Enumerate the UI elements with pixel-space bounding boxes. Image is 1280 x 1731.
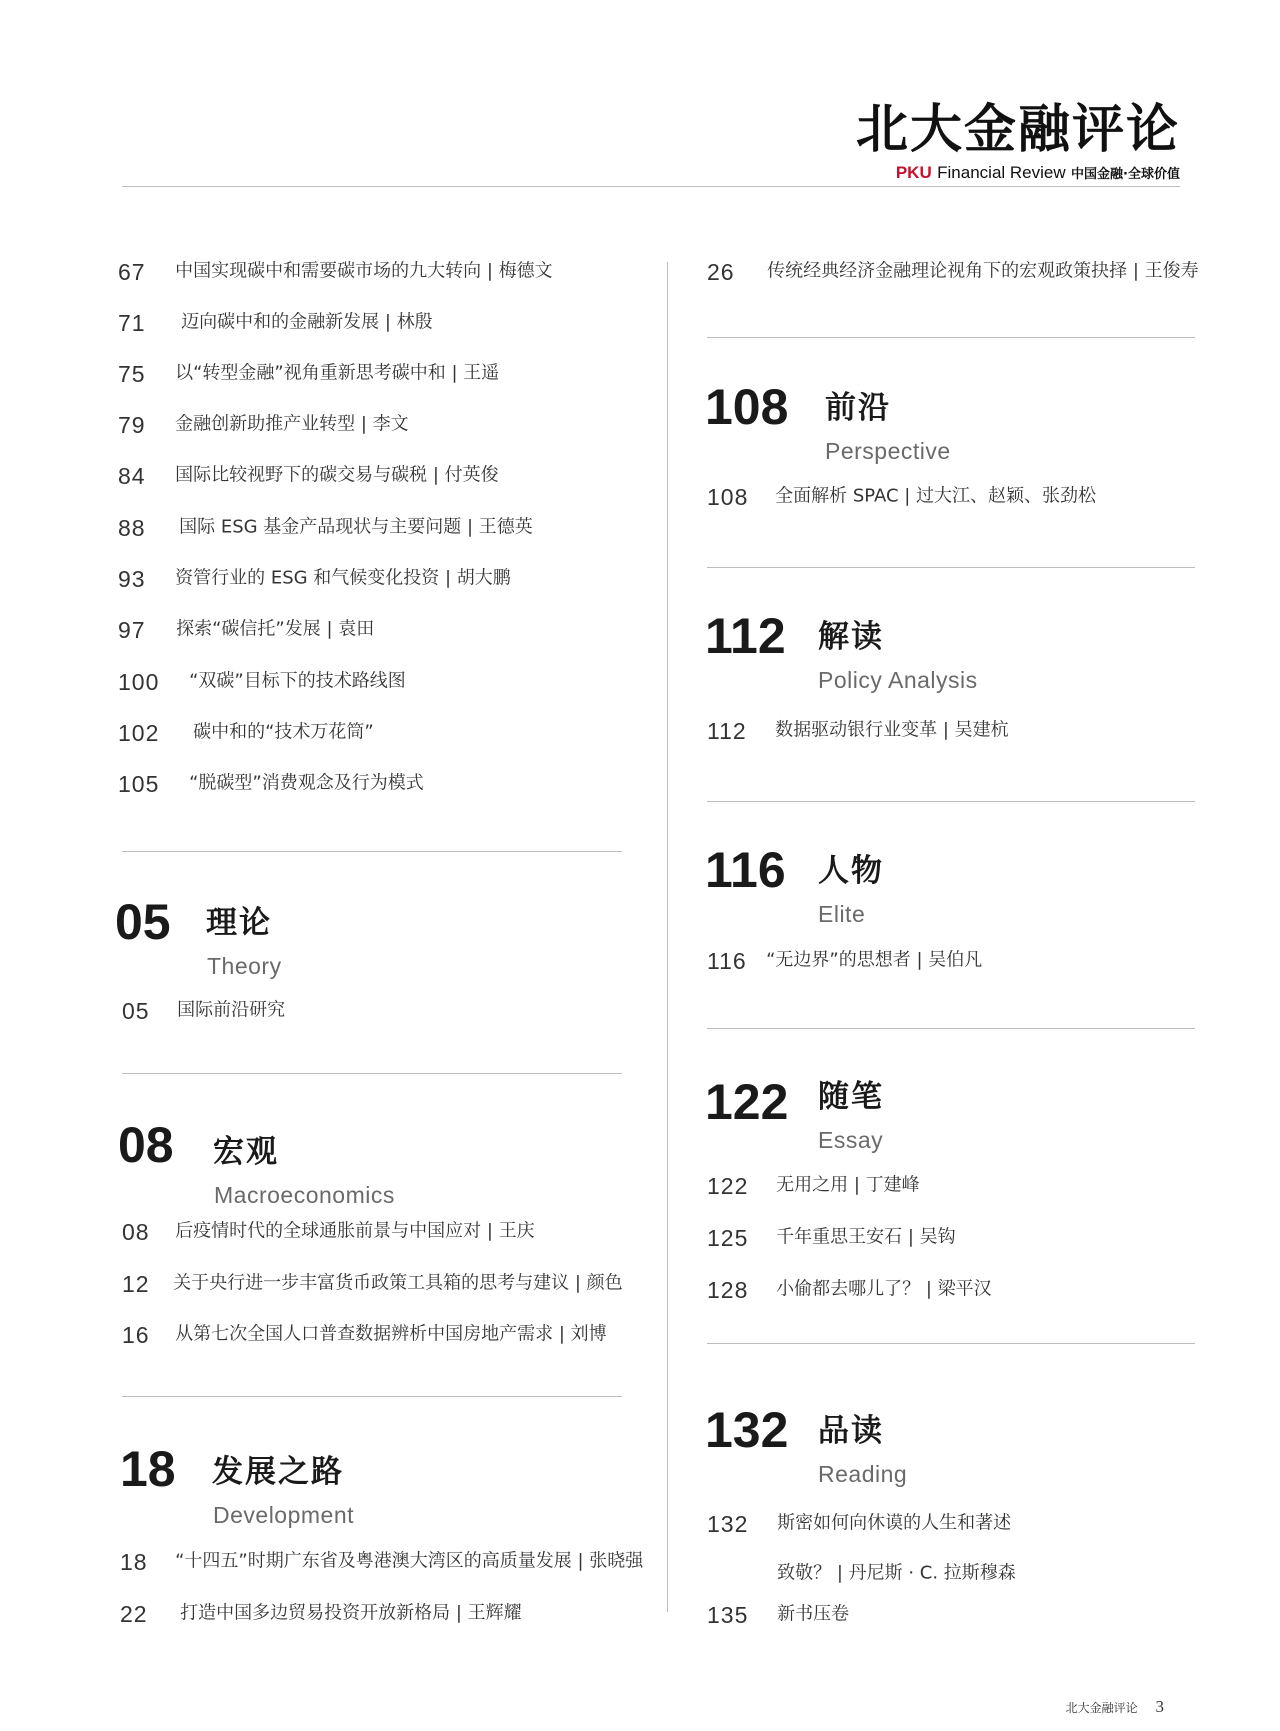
toc-entry[interactable] [707, 1599, 849, 1629]
section-title-en: Theory [207, 953, 282, 979]
entry-title: 新书压卷 [777, 1603, 850, 1625]
masthead-divider [122, 186, 1180, 187]
section-header-macroeconomics[interactable] [118, 1118, 568, 1208]
toc-entry[interactable] [707, 481, 1096, 511]
section-header-policy-analysis[interactable] [705, 609, 1155, 699]
entry-page-number: 135 [707, 1601, 749, 1628]
entry-title: 斯密如何向休谟的人生和著述 [777, 1512, 1012, 1534]
toc-entry[interactable] [122, 1268, 623, 1298]
toc-entry[interactable] [118, 563, 511, 593]
entry-title: 关于央行进一步丰富货币政策工具箱的思考与建议 | 颜色 [173, 1272, 623, 1294]
entry-page-number: 102 [118, 719, 160, 746]
entry-page-number: 108 [707, 483, 749, 510]
toc-entry[interactable] [118, 256, 553, 286]
entry-title: 打造中国多边贸易投资开放新格局 | 王辉耀 [180, 1602, 522, 1624]
entry-title: 从第七次全国人口普查数据辨析中国房地产需求 | 刘博 [175, 1323, 607, 1345]
toc-entry[interactable] [118, 614, 374, 644]
entry-page-number: 97 [118, 616, 146, 643]
section-title-en: Reading [818, 1461, 908, 1487]
entry-title: 国际比较视野下的碳交易与碳税 | 付英俊 [175, 464, 499, 486]
entry-title: 致敬？ | 丹尼斯 · C. 拉斯穆森 [777, 1562, 1016, 1584]
entry-title: “脱碳型”消费观念及行为模式 [189, 772, 424, 794]
toc-entry[interactable] [707, 1170, 920, 1200]
entry-title: “无边界”的思想者 | 吴伯凡 [766, 949, 983, 971]
toc-entry[interactable] [118, 717, 374, 747]
toc-entry[interactable] [120, 1598, 522, 1628]
entry-page-number: 100 [118, 668, 160, 695]
entry-title: 全面解析 SPAC | 过大江、赵颖、张劲松 [775, 485, 1097, 507]
entry-title: 数据驱动银行业变革 | 吴建杭 [775, 719, 1009, 741]
entry-page-number: 22 [120, 1600, 148, 1627]
toc-entry[interactable] [118, 409, 409, 439]
entry-page-number: 105 [118, 770, 160, 797]
section-title-zh: 随笔 [818, 1079, 884, 1115]
entry-title: 碳中和的“技术万花筒” [193, 721, 374, 743]
section-title-en: Perspective [825, 438, 951, 464]
entry-page-number: 84 [118, 462, 146, 489]
masthead [856, 100, 1180, 186]
footer-publication: 北大金融评论 [1065, 1701, 1138, 1715]
entry-title: 金融创新助推产业转型 | 李文 [175, 413, 409, 435]
section-header-elite[interactable] [705, 843, 1155, 933]
section-number: 112 [705, 608, 786, 664]
section-title-en: Development [213, 1502, 355, 1528]
section-header-development[interactable] [120, 1442, 570, 1532]
section-title-zh: 品读 [818, 1413, 884, 1449]
section-divider [707, 801, 1195, 802]
section-number: 122 [705, 1074, 789, 1130]
section-number: 05 [115, 894, 171, 950]
page-footer [1066, 1697, 1164, 1717]
entry-title: 千年重思王安石 | 吴钩 [776, 1226, 956, 1248]
toc-entry[interactable] [707, 715, 1009, 745]
entry-title: 传统经典经济金融理论视角下的宏观政策抉择 | 王俊寿 [767, 260, 1199, 282]
entry-page-number: 128 [707, 1276, 749, 1303]
toc-entry[interactable] [118, 307, 433, 337]
entry-page-number: 16 [122, 1321, 150, 1348]
toc-entry[interactable] [118, 460, 499, 490]
entry-title: 探索“碳信托”发展 | 袁田 [176, 618, 375, 640]
toc-entry[interactable] [122, 995, 285, 1025]
toc-entry[interactable] [707, 945, 982, 975]
section-number: 108 [705, 379, 789, 435]
entry-page-number: 08 [122, 1218, 150, 1245]
section-title-en: Macroeconomics [214, 1182, 395, 1208]
section-divider [122, 1073, 622, 1074]
subtitle-cn: 中国金融·全球价值 [1071, 167, 1180, 182]
toc-entry[interactable] [118, 512, 533, 542]
section-title-zh: 理论 [206, 905, 272, 941]
section-number: 132 [705, 1402, 789, 1458]
entry-page-number: 122 [707, 1172, 749, 1199]
entry-title: 国际 ESG 基金产品现状与主要问题 | 王德英 [179, 516, 533, 538]
section-divider [707, 337, 1195, 338]
entry-title: 小偷都去哪儿了？ | 梁平汉 [776, 1278, 992, 1300]
section-divider [122, 851, 622, 852]
toc-entry[interactable] [120, 1546, 643, 1576]
entry-page-number: 05 [122, 997, 150, 1024]
section-divider [707, 567, 1195, 568]
section-number: 08 [118, 1117, 174, 1173]
section-title-zh: 人物 [818, 853, 884, 889]
magazine-subtitle [856, 162, 1180, 186]
entry-title: “双碳”目标下的技术路线图 [189, 670, 406, 692]
section-header-reading[interactable] [705, 1403, 1155, 1493]
section-divider [707, 1343, 1195, 1344]
section-title-zh: 宏观 [213, 1134, 279, 1170]
entry-title: 迈向碳中和的金融新发展 | 林殷 [181, 311, 433, 333]
toc-entry[interactable] [118, 768, 424, 798]
entry-title: 国际前沿研究 [177, 999, 286, 1021]
toc-entry[interactable] [707, 1222, 956, 1252]
toc-entry[interactable] [707, 1508, 1011, 1538]
entry-title: 资管行业的 ESG 和气候变化投资 | 胡大鹏 [175, 567, 511, 589]
entry-page-number: 93 [118, 565, 146, 592]
entry-page-number: 112 [707, 717, 747, 744]
toc-entry[interactable] [122, 1319, 607, 1349]
section-header-perspective[interactable] [705, 380, 1155, 470]
entry-page-number: 12 [122, 1270, 150, 1297]
section-title-en: Elite [818, 901, 866, 927]
column-divider [667, 262, 668, 1612]
entry-title: 以“转型金融”视角重新思考碳中和 | 王遥 [175, 362, 500, 384]
entry-page-number: 71 [118, 309, 146, 336]
pku-logo-text: PKU [895, 163, 932, 182]
magazine-title: 北大金融评论 [855, 100, 1180, 160]
section-divider [707, 1028, 1195, 1029]
toc-entry[interactable] [118, 666, 406, 696]
entry-page-number: 75 [118, 360, 146, 387]
entry-title: 无用之用 | 丁建峰 [776, 1174, 920, 1196]
section-title-zh: 发展之路 [212, 1454, 344, 1490]
entry-title: “十四五”时期广东省及粤港澳大湾区的高质量发展 | 张晓强 [175, 1550, 644, 1572]
section-title-zh: 解读 [818, 619, 884, 655]
entry-title: 后疫情时代的全球通胀前景与中国应对 | 王庆 [175, 1220, 535, 1242]
section-header-essay[interactable] [705, 1075, 1155, 1165]
entry-page-number: 125 [707, 1224, 749, 1251]
toc-entry[interactable] [122, 1216, 535, 1246]
section-divider [122, 1396, 622, 1397]
toc-entry[interactable] [707, 1274, 992, 1304]
section-title-zh: 前沿 [825, 390, 891, 426]
toc-entry[interactable] [118, 358, 499, 388]
page-number: 3 [1155, 1697, 1164, 1716]
toc-entry[interactable] [707, 256, 1199, 286]
subtitle-en: Financial Review [937, 163, 1066, 182]
entry-page-number: 79 [118, 411, 146, 438]
section-title-en: Essay [818, 1127, 884, 1153]
entry-page-number: 26 [707, 258, 735, 285]
entry-page-number: 88 [118, 514, 146, 541]
entry-page-number: 116 [707, 947, 747, 974]
section-header-theory[interactable] [115, 895, 515, 985]
section-title-en: Policy Analysis [818, 667, 978, 693]
entry-page-number: 132 [707, 1510, 749, 1537]
entry-page-number: 18 [120, 1548, 148, 1575]
section-number: 116 [705, 842, 786, 898]
section-number: 18 [120, 1441, 176, 1497]
entry-title: 中国实现碳中和需要碳市场的九大转向 | 梅德文 [175, 260, 553, 282]
toc-entry-continuation[interactable] [707, 1558, 1016, 1588]
entry-page-number: 67 [118, 258, 146, 285]
